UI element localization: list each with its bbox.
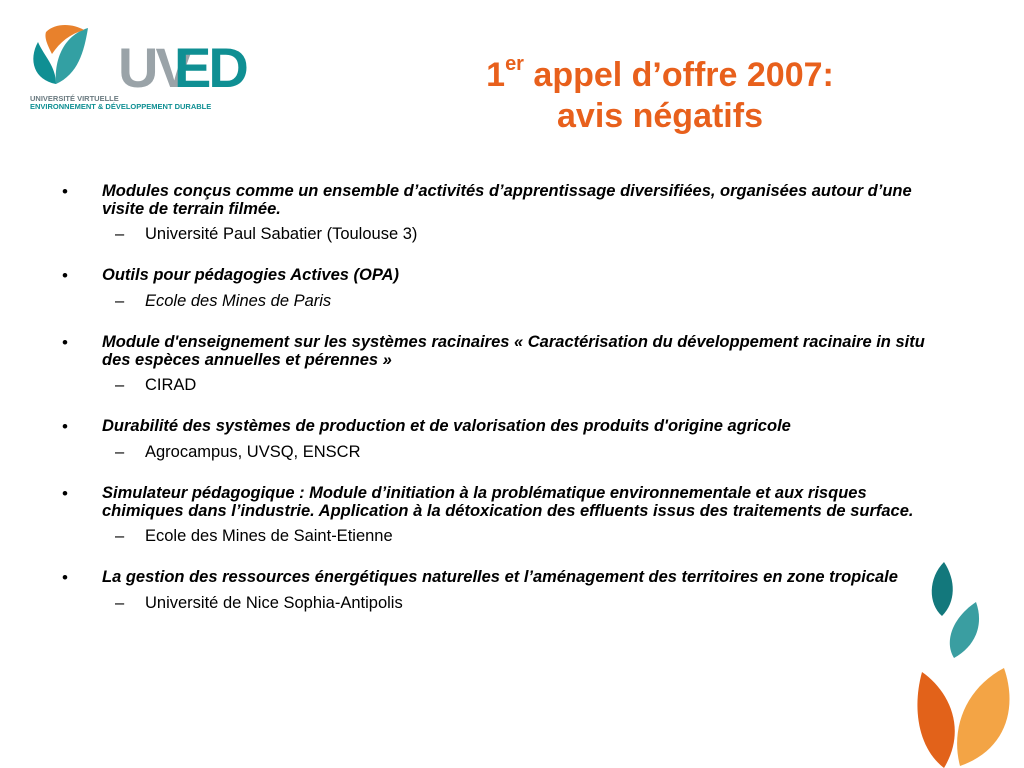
item-institution: Université Paul Sabatier (Toulouse 3) bbox=[145, 225, 418, 243]
item-institution: Ecole des Mines de Saint-Etienne bbox=[145, 527, 393, 545]
sub-dash: – bbox=[115, 443, 125, 461]
item-institution: Agrocampus, UVSQ, ENSCR bbox=[145, 443, 361, 461]
sub-dash: – bbox=[115, 527, 125, 545]
title-line-2: avis négatifs bbox=[557, 96, 763, 135]
title-line-1 bbox=[380, 52, 940, 96]
title-suffix: er bbox=[505, 52, 524, 75]
logo-subtitle-1: UNIVERSITÉ VIRTUELLE bbox=[30, 94, 119, 103]
list-item bbox=[60, 417, 960, 462]
list-item bbox=[60, 333, 960, 395]
decorative-leaves-icon bbox=[914, 558, 1024, 768]
list-item bbox=[60, 568, 960, 613]
bullet-dot: • bbox=[62, 333, 68, 352]
item-title: La gestion des ressources énergétiques naturelles et l’aménagement des territoires en zone tropicale bbox=[102, 568, 898, 586]
sub-dash: – bbox=[115, 594, 125, 612]
page-title bbox=[380, 52, 940, 137]
sub-dash: – bbox=[115, 292, 125, 310]
logo-subtitle-2: ENVIRONNEMENT & DÉVELOPPEMENT DURABLE bbox=[30, 102, 212, 111]
item-title: Outils pour pédagogies Actives (OPA) bbox=[102, 266, 400, 284]
item-title: Module d'enseignement sur les systèmes racinaires « Caractérisation du développement racinaire in situ des espèces annuelles et pérennes » bbox=[102, 333, 925, 369]
logo-text-ed: ED bbox=[174, 36, 246, 99]
bullet-dot: • bbox=[62, 568, 68, 587]
item-institution: CIRAD bbox=[145, 376, 197, 394]
item-institution: Ecole des Mines de Paris bbox=[145, 292, 332, 310]
uved-logo bbox=[26, 18, 246, 114]
bullet-dot: • bbox=[62, 182, 68, 201]
sub-dash: – bbox=[115, 376, 125, 394]
title-number: 1 bbox=[486, 56, 506, 94]
list-item bbox=[60, 182, 960, 244]
item-title: Durabilité des systèmes de production et de valorisation des produits d'origine agricole bbox=[102, 417, 791, 435]
logo-text-uv: UV bbox=[118, 36, 190, 99]
item-title: Simulateur pédagogique : Module d’initiation à la problématique environnementale et aux risques chimiques dans l’industrie. Application à la détoxication des effluents issus des traitements de surface. bbox=[102, 484, 914, 520]
title-line-1-rest: appel d’offre 2007: bbox=[523, 56, 834, 94]
item-title: Modules conçus comme un ensemble d’activités d’apprentissage diversifiées, organisées autour d’une visite de terrain filmée. bbox=[102, 182, 912, 218]
sub-dash: – bbox=[115, 225, 125, 243]
bullet-dot: • bbox=[62, 417, 68, 436]
bullet-dot: • bbox=[62, 484, 68, 503]
list-item bbox=[60, 484, 960, 546]
logo-leaf-icon bbox=[26, 22, 96, 92]
list-item bbox=[60, 266, 960, 311]
bullet-list bbox=[60, 182, 960, 635]
item-institution: Université de Nice Sophia-Antipolis bbox=[145, 594, 403, 612]
bullet-dot: • bbox=[62, 266, 68, 285]
